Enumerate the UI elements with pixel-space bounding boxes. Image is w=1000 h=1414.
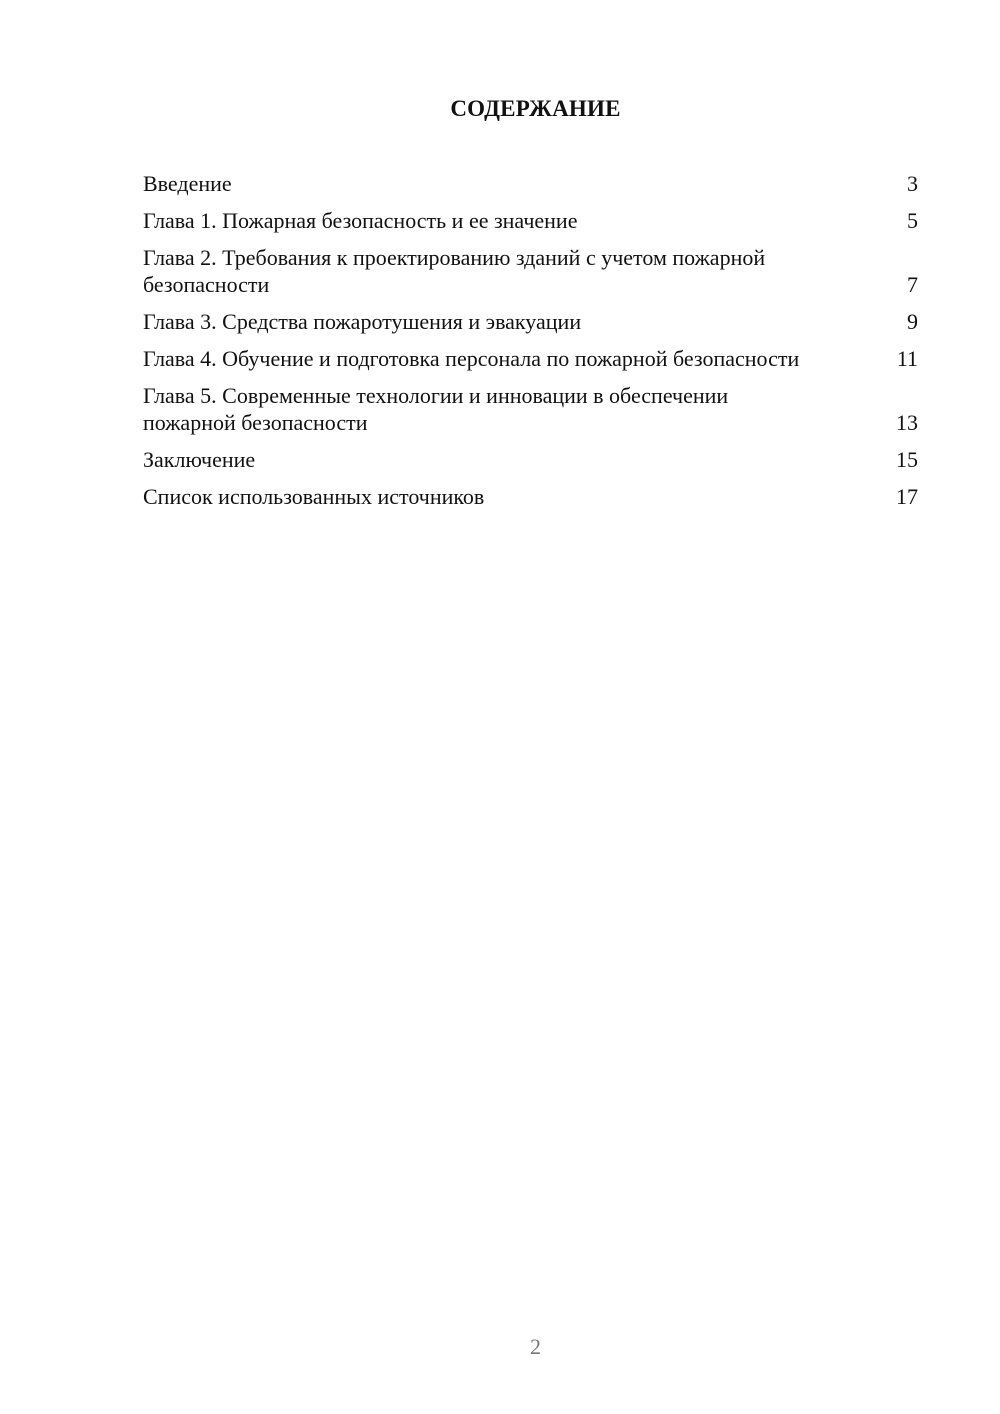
toc-item-introduction bbox=[143, 170, 918, 197]
toc-item-chapter-4 bbox=[143, 345, 918, 372]
toc-item-text: Глава 3. Средства пожаротушения и эвакуации bbox=[143, 309, 582, 334]
toc-item-text: Глава 1. Пожарная безопасность и ее значение bbox=[143, 208, 578, 233]
toc-item-page: 13 bbox=[896, 410, 918, 435]
toc-item-chapter-5 bbox=[143, 382, 918, 436]
toc-item-chapter-2 bbox=[143, 244, 918, 298]
toc-item-text: Глава 2. Требования к проектированию зданий с учетом пожарной безопасности bbox=[143, 245, 766, 297]
toc-item-chapter-1 bbox=[143, 207, 918, 234]
toc-item-page: 9 bbox=[907, 309, 918, 334]
page-number: 2 bbox=[530, 1334, 541, 1359]
toc-item-text: Глава 5. Современные технологии и инновации в обеспечении пожарной безопасности bbox=[143, 383, 729, 435]
toc-item-text: Введение bbox=[143, 171, 232, 196]
toc-item-page: 3 bbox=[907, 171, 918, 196]
toc-list bbox=[143, 170, 918, 520]
toc-item-chapter-3 bbox=[143, 308, 918, 335]
toc-item-page: 17 bbox=[896, 484, 918, 509]
toc-item-text: Список использованных источников bbox=[143, 484, 485, 509]
toc-item-page: 11 bbox=[896, 346, 918, 371]
toc-item-text: Заключение bbox=[143, 447, 256, 472]
toc-item-references bbox=[143, 483, 918, 510]
toc-item-page: 5 bbox=[907, 208, 918, 233]
toc-item-text: Глава 4. Обучение и подготовка персонала по пожарной безопасности bbox=[143, 346, 800, 371]
toc-title: СОДЕРЖАНИЕ bbox=[450, 96, 621, 121]
toc-item-page: 15 bbox=[896, 447, 918, 472]
toc-item-page: 7 bbox=[907, 272, 918, 297]
toc-item-conclusion bbox=[143, 446, 918, 473]
